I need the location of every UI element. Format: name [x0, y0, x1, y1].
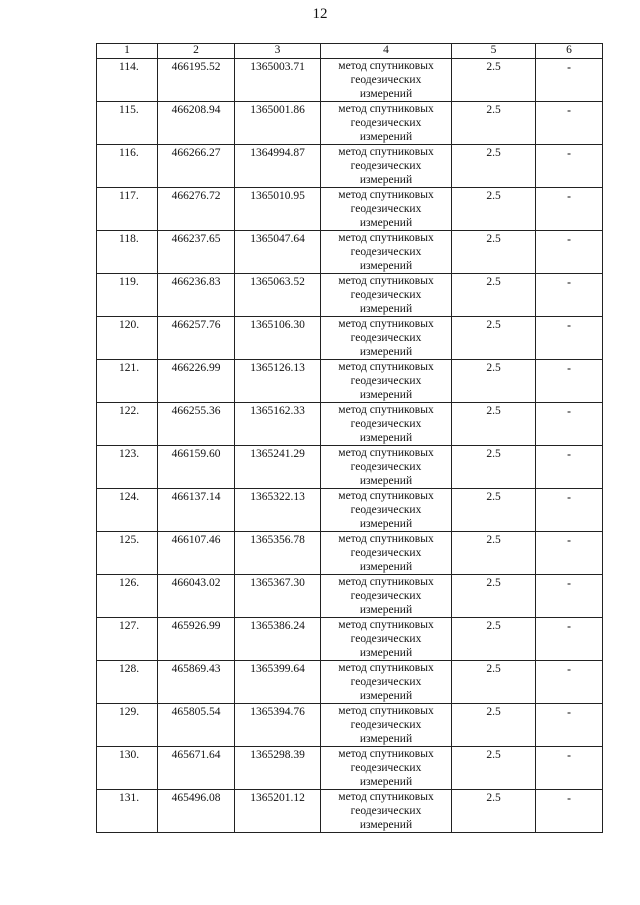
cell-text: измерений — [359, 776, 413, 788]
page-number: 12 — [312, 6, 328, 22]
cell-text: - — [567, 621, 571, 633]
table-row — [97, 575, 603, 618]
x-coordinate-cell — [158, 489, 235, 532]
cell-text: 1365201.12 — [250, 792, 305, 804]
point-number-cell — [97, 489, 158, 532]
cell-text: 119. — [119, 276, 139, 288]
accuracy-cell — [452, 403, 536, 446]
cell-text: 1365298.39 — [250, 749, 305, 761]
method-cell — [321, 446, 452, 489]
point-number-cell — [97, 59, 158, 102]
accuracy-cell — [452, 446, 536, 489]
accuracy-cell — [452, 145, 536, 188]
cell-text: геодезических — [350, 160, 422, 172]
x-coordinate-cell — [158, 102, 235, 145]
cell-text: 128. — [119, 663, 140, 675]
x-coordinate-cell — [158, 188, 235, 231]
x-coordinate-cell — [158, 532, 235, 575]
cell-text: 465496.08 — [171, 792, 221, 804]
point-number-cell — [97, 747, 158, 790]
accuracy-cell — [452, 231, 536, 274]
column-header: 6 — [536, 44, 603, 59]
y-coordinate-cell — [235, 145, 321, 188]
accuracy-cell — [452, 575, 536, 618]
table-row — [97, 59, 603, 102]
cell-text: 466237.65 — [171, 233, 221, 245]
cell-text: 2.5 — [486, 319, 501, 331]
point-number-cell — [97, 145, 158, 188]
cell-text: метод спутниковых — [338, 748, 434, 760]
cell-text: 123. — [119, 448, 140, 460]
accuracy-cell — [452, 747, 536, 790]
x-coordinate-cell — [158, 317, 235, 360]
table-row — [97, 661, 603, 704]
cell-text: метод спутниковых — [338, 189, 434, 201]
accuracy-cell — [452, 102, 536, 145]
cell-text: - — [567, 320, 571, 332]
cell-text: 126. — [119, 577, 140, 589]
cell-text: 466226.99 — [171, 362, 221, 374]
cell-text: 466266.27 — [171, 147, 221, 159]
table-row — [97, 489, 603, 532]
cell-text: 1365126.13 — [250, 362, 305, 374]
cell-text: 466276.72 — [171, 190, 221, 202]
cell-text: метод спутниковых — [338, 619, 434, 631]
cell-text: 465926.99 — [171, 620, 221, 632]
cell-text: геодезических — [350, 805, 422, 817]
cell-text: - — [567, 793, 571, 805]
x-coordinate-cell — [158, 360, 235, 403]
cell-text: - — [567, 750, 571, 762]
y-coordinate-cell — [235, 274, 321, 317]
cell-text: геодезических — [350, 418, 422, 430]
cell-text: 2.5 — [486, 577, 501, 589]
method-cell — [321, 704, 452, 747]
accuracy-cell — [452, 661, 536, 704]
y-coordinate-cell — [235, 188, 321, 231]
y-coordinate-cell — [235, 575, 321, 618]
cell-text: 2.5 — [486, 405, 501, 417]
cell-text: измерений — [359, 432, 413, 444]
cell-text: 131. — [119, 792, 140, 804]
cell-text: 1365047.64 — [250, 233, 305, 245]
cell-text: геодезических — [350, 289, 422, 301]
cell-text: 2.5 — [486, 362, 501, 374]
column-header: 5 — [452, 44, 536, 59]
table-row — [97, 790, 603, 833]
dash-cell — [536, 360, 603, 403]
y-coordinate-cell — [235, 360, 321, 403]
cell-text: 2.5 — [486, 491, 501, 503]
dash-cell — [536, 661, 603, 704]
dash-cell — [536, 575, 603, 618]
cell-text: 2.5 — [486, 620, 501, 632]
cell-text: 1364994.87 — [250, 147, 305, 159]
cell-text: 1365322.13 — [250, 491, 305, 503]
cell-text: геодезических — [350, 461, 422, 473]
cell-text: 2.5 — [486, 233, 501, 245]
method-cell — [321, 532, 452, 575]
cell-text: геодезических — [350, 719, 422, 731]
accuracy-cell — [452, 790, 536, 833]
cell-text: измерений — [359, 389, 413, 401]
cell-text: измерений — [359, 819, 413, 831]
point-number-cell — [97, 102, 158, 145]
cell-text: геодезических — [350, 74, 422, 86]
cell-text: 2.5 — [486, 792, 501, 804]
cell-text: 1365386.24 — [250, 620, 305, 632]
cell-text: 2.5 — [486, 190, 501, 202]
x-coordinate-cell — [158, 661, 235, 704]
column-header: 1 — [97, 44, 158, 59]
dash-cell — [536, 747, 603, 790]
cell-text: метод спутниковых — [338, 318, 434, 330]
x-coordinate-cell — [158, 274, 235, 317]
method-cell — [321, 790, 452, 833]
cell-text: 1365356.78 — [250, 534, 305, 546]
dash-cell — [536, 489, 603, 532]
cell-text: измерений — [359, 303, 413, 315]
table-row — [97, 360, 603, 403]
method-cell — [321, 747, 452, 790]
accuracy-cell — [452, 188, 536, 231]
method-cell — [321, 317, 452, 360]
y-coordinate-cell — [235, 790, 321, 833]
x-coordinate-cell — [158, 145, 235, 188]
cell-text: 466257.76 — [171, 319, 221, 331]
x-coordinate-cell — [158, 747, 235, 790]
cell-text: - — [567, 492, 571, 504]
cell-text: измерений — [359, 475, 413, 487]
x-coordinate-cell — [158, 231, 235, 274]
method-cell — [321, 360, 452, 403]
y-coordinate-cell — [235, 661, 321, 704]
y-coordinate-cell — [235, 446, 321, 489]
column-header: 2 — [158, 44, 235, 59]
accuracy-cell — [452, 618, 536, 661]
cell-text: измерений — [359, 174, 413, 186]
cell-text: 466043.02 — [171, 577, 221, 589]
cell-text: 466208.94 — [171, 104, 221, 116]
cell-text: геодезических — [350, 332, 422, 344]
cell-text: 121. — [119, 362, 140, 374]
x-coordinate-cell — [158, 790, 235, 833]
y-coordinate-cell — [235, 747, 321, 790]
cell-text: геодезических — [350, 203, 422, 215]
cell-text: 115. — [119, 104, 139, 116]
accuracy-cell — [452, 704, 536, 747]
cell-text: 1365394.76 — [250, 706, 305, 718]
cell-text: 1365399.64 — [250, 663, 305, 675]
cell-text: метод спутниковых — [338, 447, 434, 459]
accuracy-cell — [452, 489, 536, 532]
point-number-cell — [97, 704, 158, 747]
cell-text: 1365001.86 — [250, 104, 305, 116]
cell-text: метод спутниковых — [338, 275, 434, 287]
table-row — [97, 747, 603, 790]
cell-text: - — [567, 105, 571, 117]
y-coordinate-cell — [235, 489, 321, 532]
point-number-cell — [97, 231, 158, 274]
cell-text: 2.5 — [486, 706, 501, 718]
x-coordinate-cell — [158, 575, 235, 618]
y-coordinate-cell — [235, 102, 321, 145]
cell-text: измерений — [359, 217, 413, 229]
method-cell — [321, 403, 452, 446]
y-coordinate-cell — [235, 704, 321, 747]
cell-text: 1365162.33 — [250, 405, 305, 417]
method-cell — [321, 145, 452, 188]
cell-text: 466195.52 — [171, 61, 221, 73]
cell-text: метод спутниковых — [338, 791, 434, 803]
cell-text: измерений — [359, 604, 413, 616]
method-cell — [321, 661, 452, 704]
cell-text: - — [567, 234, 571, 246]
table-row — [97, 274, 603, 317]
table-row — [97, 145, 603, 188]
cell-text: геодезических — [350, 633, 422, 645]
point-number-cell — [97, 274, 158, 317]
cell-text: геодезических — [350, 246, 422, 258]
cell-text: метод спутниковых — [338, 404, 434, 416]
cell-text: геодезических — [350, 762, 422, 774]
dash-cell — [536, 59, 603, 102]
table-row — [97, 704, 603, 747]
dash-cell — [536, 145, 603, 188]
accuracy-cell — [452, 360, 536, 403]
cell-text: 122. — [119, 405, 140, 417]
x-coordinate-cell — [158, 704, 235, 747]
cell-text: измерений — [359, 260, 413, 272]
cell-text: 2.5 — [486, 147, 501, 159]
cell-text: 1365367.30 — [250, 577, 305, 589]
cell-text: - — [567, 62, 571, 74]
cell-text: метод спутниковых — [338, 232, 434, 244]
table-row — [97, 403, 603, 446]
cell-text: метод спутниковых — [338, 103, 434, 115]
cell-text: - — [567, 578, 571, 590]
cell-text: 465671.64 — [171, 749, 221, 761]
table-row — [97, 102, 603, 145]
method-cell — [321, 618, 452, 661]
accuracy-cell — [452, 59, 536, 102]
cell-text: 127. — [119, 620, 140, 632]
table-row — [97, 231, 603, 274]
cell-text: 2.5 — [486, 104, 501, 116]
cell-text: 120. — [119, 319, 140, 331]
cell-text: метод спутниковых — [338, 533, 434, 545]
cell-text: - — [567, 535, 571, 547]
dash-cell — [536, 790, 603, 833]
table-row — [97, 188, 603, 231]
dash-cell — [536, 446, 603, 489]
cell-text: - — [567, 664, 571, 676]
method-cell — [321, 274, 452, 317]
table-row — [97, 446, 603, 489]
y-coordinate-cell — [235, 618, 321, 661]
cell-text: 129. — [119, 706, 140, 718]
x-coordinate-cell — [158, 618, 235, 661]
point-number-cell — [97, 188, 158, 231]
point-number-cell — [97, 446, 158, 489]
cell-text: 117. — [119, 190, 139, 202]
cell-text: 116. — [119, 147, 139, 159]
x-coordinate-cell — [158, 59, 235, 102]
cell-text: 125. — [119, 534, 140, 546]
cell-text: измерений — [359, 690, 413, 702]
cell-text: 2.5 — [486, 276, 501, 288]
cell-text: геодезических — [350, 375, 422, 387]
column-header: 4 — [321, 44, 452, 59]
accuracy-cell — [452, 317, 536, 360]
dash-cell — [536, 102, 603, 145]
y-coordinate-cell — [235, 231, 321, 274]
header-row — [97, 44, 603, 59]
cell-text: 466107.46 — [171, 534, 221, 546]
point-number-cell — [97, 575, 158, 618]
cell-text: 466236.83 — [171, 276, 221, 288]
cell-text: измерений — [359, 518, 413, 530]
cell-text: 1365063.52 — [250, 276, 305, 288]
accuracy-cell — [452, 274, 536, 317]
coordinates-table — [96, 43, 603, 833]
cell-text: 1365010.95 — [250, 190, 305, 202]
cell-text: метод спутниковых — [338, 662, 434, 674]
cell-text: 466159.60 — [171, 448, 221, 460]
cell-text: метод спутниковых — [338, 576, 434, 588]
dash-cell — [536, 317, 603, 360]
point-number-cell — [97, 317, 158, 360]
table-row — [97, 317, 603, 360]
y-coordinate-cell — [235, 317, 321, 360]
cell-text: 2.5 — [486, 448, 501, 460]
cell-text: 118. — [119, 233, 139, 245]
point-number-cell — [97, 360, 158, 403]
method-cell — [321, 489, 452, 532]
cell-text: геодезических — [350, 504, 422, 516]
cell-text: метод спутниковых — [338, 146, 434, 158]
method-cell — [321, 188, 452, 231]
table-row — [97, 532, 603, 575]
cell-text: измерений — [359, 647, 413, 659]
cell-text: - — [567, 449, 571, 461]
x-coordinate-cell — [158, 403, 235, 446]
cell-text: 1365003.71 — [250, 61, 305, 73]
cell-text: измерений — [359, 131, 413, 143]
cell-text: - — [567, 363, 571, 375]
cell-text: 2.5 — [486, 749, 501, 761]
cell-text: 465869.43 — [171, 663, 221, 675]
cell-text: геодезических — [350, 676, 422, 688]
dash-cell — [536, 274, 603, 317]
cell-text: 466255.36 — [171, 405, 221, 417]
point-number-cell — [97, 790, 158, 833]
cell-text: метод спутниковых — [338, 60, 434, 72]
cell-text: 465805.54 — [171, 706, 221, 718]
method-cell — [321, 575, 452, 618]
cell-text: измерений — [359, 88, 413, 100]
dash-cell — [536, 231, 603, 274]
x-coordinate-cell — [158, 446, 235, 489]
cell-text: - — [567, 191, 571, 203]
cell-text: измерений — [359, 346, 413, 358]
cell-text: - — [567, 277, 571, 289]
cell-text: - — [567, 406, 571, 418]
column-header: 3 — [235, 44, 321, 59]
cell-text: метод спутниковых — [338, 490, 434, 502]
cell-text: 114. — [119, 61, 139, 73]
method-cell — [321, 231, 452, 274]
cell-text: 1365106.30 — [250, 319, 305, 331]
cell-text: - — [567, 148, 571, 160]
dash-cell — [536, 188, 603, 231]
cell-text: геодезических — [350, 590, 422, 602]
cell-text: измерений — [359, 561, 413, 573]
dash-cell — [536, 403, 603, 446]
dash-cell — [536, 618, 603, 661]
point-number-cell — [97, 532, 158, 575]
cell-text: метод спутниковых — [338, 361, 434, 373]
method-cell — [321, 102, 452, 145]
cell-text: 130. — [119, 749, 140, 761]
cell-text: 1365241.29 — [250, 448, 305, 460]
y-coordinate-cell — [235, 532, 321, 575]
cell-text: геодезических — [350, 117, 422, 129]
point-number-cell — [97, 403, 158, 446]
dash-cell — [536, 704, 603, 747]
cell-text: 124. — [119, 491, 140, 503]
cell-text: 466137.14 — [171, 491, 221, 503]
cell-text: 2.5 — [486, 61, 501, 73]
y-coordinate-cell — [235, 59, 321, 102]
cell-text: геодезических — [350, 547, 422, 559]
accuracy-cell — [452, 532, 536, 575]
y-coordinate-cell — [235, 403, 321, 446]
cell-text: - — [567, 707, 571, 719]
dash-cell — [536, 532, 603, 575]
table-row — [97, 618, 603, 661]
cell-text: 2.5 — [486, 534, 501, 546]
cell-text: метод спутниковых — [338, 705, 434, 717]
point-number-cell — [97, 618, 158, 661]
point-number-cell — [97, 661, 158, 704]
cell-text: измерений — [359, 733, 413, 745]
cell-text: 2.5 — [486, 663, 501, 675]
method-cell — [321, 59, 452, 102]
